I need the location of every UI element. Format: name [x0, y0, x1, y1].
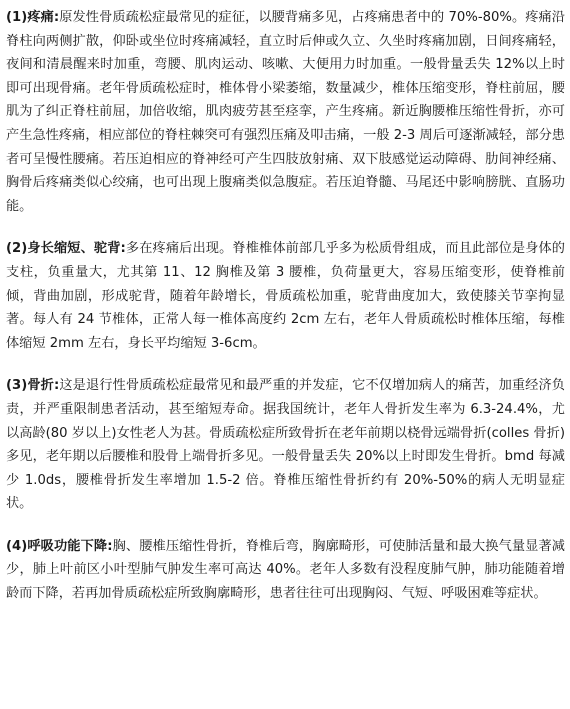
section-respiratory: [6, 535, 565, 606]
section-text: 多在疼痛后出现。脊椎椎体前部几乎多为松质骨组成，而且此部位是身体的支柱，负重量大，尤其第 11、12 胸椎及第 3 腰椎，负荷量更大，容易压缩变形，使脊椎前倾，背曲加剧，形成驼背，随着年龄增长，骨质疏松加重，驼背曲度加大，致使膝关节挛拘显著。每人有 24 节椎体，正常人每一椎体高度约 2cm 左右，老年人骨质疏松时椎体压缩，每椎体缩短 2mm 左右，身长平均缩短 3-6cm。: [6, 241, 565, 351]
section-fracture: [6, 374, 565, 516]
section-text: 胸、腰椎压缩性骨折，脊椎后弯，胸廓畸形，可使肺活量和最大换气量显著减少，肺上叶前区小叶型肺气肿发生率可高达 40%。老年人多数有没程度肺气肿，肺功能随着增龄而下降，若再加骨质疏松症所致胸廓畸形，患者往往可出现胸闷、气短、呼吸困难等症状。: [6, 538, 565, 602]
section-text: 原发性骨质疏松症最常见的症征，以腰背痛多见，占疼痛患者中的 70%-80%。疼痛沿脊柱向两侧扩散，仰卧或坐位时疼痛减轻，直立时后伸或久立、久坐时疼痛加剧，日间疼痛轻，夜间和清晨醒来时加重，弯腰、肌肉运动、咳嗽、大便用力时加重。一般骨量丢失 12%以上时即可出现骨痛。老年骨质疏松症时，椎体骨小梁萎缩，数量减少，椎体压缩变形，脊柱前屈，腰肌为了纠正脊柱前屈，加倍收缩，肌肉疲劳甚至痉挛，产生疼痛。新近胸腰椎压缩性骨折，亦可产生急性疼痛，相应部位的脊柱棘突可有强烈压痛及叩击痛，一般 2-3 周后可逐渐减轻，部分患者可呈慢性腰痛。若压迫相应的脊神经可产生四肢放射痛、双下肢感觉运动障碍、肋间神经痛、胸骨后疼痛类似心绞痛，也可出现上腹痛类似急腹症。若压迫脊髓、马尾还中影响膀胱、直肠功能。: [6, 10, 565, 214]
section-heading: (4)呼吸功能下降:: [6, 538, 113, 554]
section-heading: (1)疼痛:: [6, 10, 60, 25]
section-height-loss: [6, 237, 565, 355]
section-heading: (2)身长缩短、驼背:: [6, 241, 126, 257]
section-pain: [6, 6, 565, 218]
section-text: 这是退行性骨质疏松症最常见和最严重的并发症，它不仅增加病人的痛苦，加重经济负责，并严重限制患者活动，甚至缩短寿命。据我国统计，老年人骨折发生率为 6.3-24.4%，尤以高龄(80 岁以上)女性老人为甚。骨质疏松症所致骨折在老年前期以桡骨远端骨折(colles 骨折)多见，老年期以后腰椎和股骨上端骨折多见。一般骨量丢失 20%以上时即发生骨折。bmd 每减少 1.0ds，腰椎骨折发生率增加 1.5-2 倍。脊椎压缩性骨折约有 20%-50%的病人无明显症状。: [6, 378, 565, 512]
section-heading: (3)骨折:: [6, 378, 60, 394]
